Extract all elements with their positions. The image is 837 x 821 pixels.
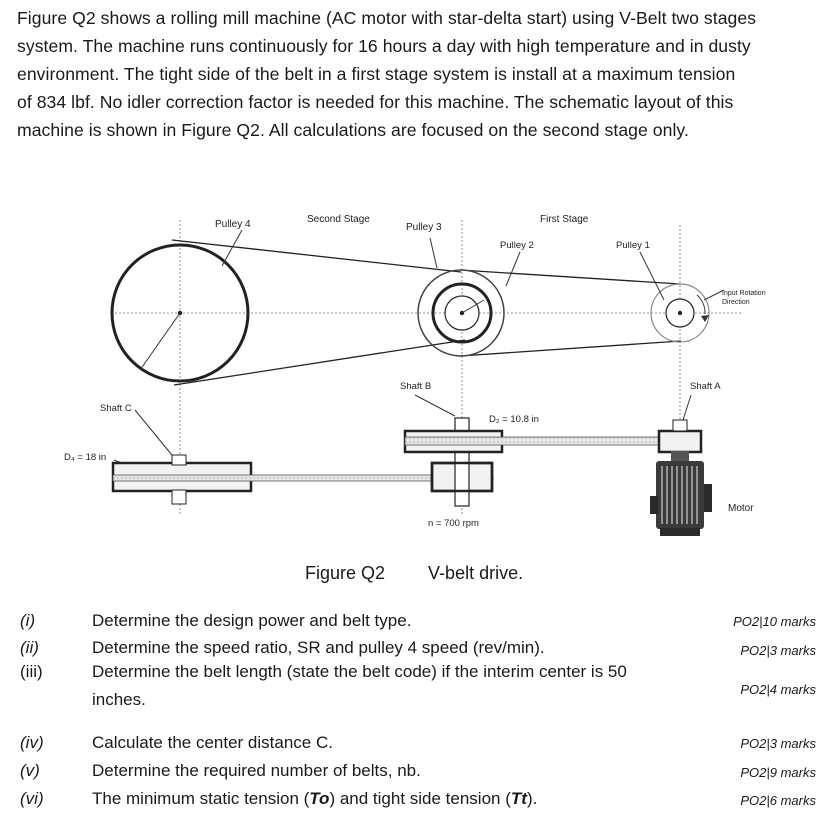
label-input-rotation: Input Rotation [722, 290, 766, 297]
v-belt-drive-figure [0, 195, 837, 555]
question-text: Determine the speed ratio, SR and pulley 4 speed (rev/min). [92, 638, 545, 657]
label-second-stage: Second Stage [307, 214, 370, 225]
rotation-arrow [697, 295, 705, 314]
question-6 [20, 789, 640, 813]
label-direction: Direction [722, 299, 750, 306]
question-number: (iii) [20, 662, 43, 681]
question-text: Determine the required number of belts, nb. [92, 761, 421, 780]
question-text-cont: inches. [92, 690, 146, 709]
label-d2: D₂ = 10.8 in [489, 414, 539, 425]
question-marks: PO2|4 marks [740, 682, 816, 697]
intro-line: of 834 lbf. No idler correction factor is needed for this machine. The schematic layout of this [17, 92, 734, 112]
problem-statement [17, 4, 829, 144]
question-2 [20, 638, 640, 662]
question-number: (i) [20, 611, 36, 630]
intro-line: machine is shown in Figure Q2. All calculations are focused on the second stage only. [17, 120, 689, 140]
v-belt-schematic [0, 195, 837, 555]
upper-belt [405, 437, 695, 445]
question-marks: PO2|3 marks [740, 736, 816, 751]
question-marks: PO2|6 marks [740, 793, 816, 808]
question-number: (v) [20, 761, 40, 780]
label-pulley-3: Pulley 3 [406, 222, 442, 233]
label-shaft-a: Shaft A [690, 381, 721, 392]
question-number: (ii) [20, 638, 39, 657]
question-5 [20, 761, 640, 785]
label-speed: n = 700 rpm [428, 518, 479, 529]
intro-line: environment. The tight side of the belt in a first stage system is install at a maximum tension [17, 64, 736, 84]
figure-caption [305, 563, 523, 584]
question-1 [20, 611, 640, 635]
question-marks: PO2|3 marks [740, 643, 816, 658]
question-number: (iv) [20, 733, 44, 752]
intro-line: Figure Q2 shows a rolling mill machine (AC motor with star-delta start) using V-Belt two stages [17, 8, 757, 28]
question-text: Calculate the center distance C. [92, 733, 333, 752]
question-3 [20, 662, 710, 712]
motor-drawing [650, 451, 712, 536]
label-pulley-2: Pulley 2 [500, 240, 534, 251]
question-text: The minimum static tension (To) and tight side tension (Tt). [92, 789, 538, 808]
label-pulley-1: Pulley 1 [616, 240, 650, 251]
label-motor: Motor [728, 503, 754, 514]
question-text: Determine the belt length (state the belt code) if the interim center is 50 [92, 662, 627, 681]
label-first-stage: First Stage [540, 214, 589, 225]
label-shaft-c: Shaft C [100, 403, 132, 414]
figure-title: V-belt drive. [428, 563, 524, 583]
question-text: Determine the design power and belt type. [92, 611, 412, 630]
label-d4: D₄ = 18 in [64, 452, 107, 463]
question-4 [20, 733, 640, 757]
question-marks: PO2|9 marks [740, 765, 816, 780]
label-pulley-4: Pulley 4 [215, 219, 251, 230]
question-marks: PO2|10 marks [733, 614, 816, 629]
label-shaft-b: Shaft B [400, 381, 432, 392]
intro-line: system. The machine runs continuously for 16 hours a day with high temperature and in dusty [17, 36, 751, 56]
question-number: (vi) [20, 789, 44, 808]
figure-number: Figure Q2 [305, 563, 386, 583]
